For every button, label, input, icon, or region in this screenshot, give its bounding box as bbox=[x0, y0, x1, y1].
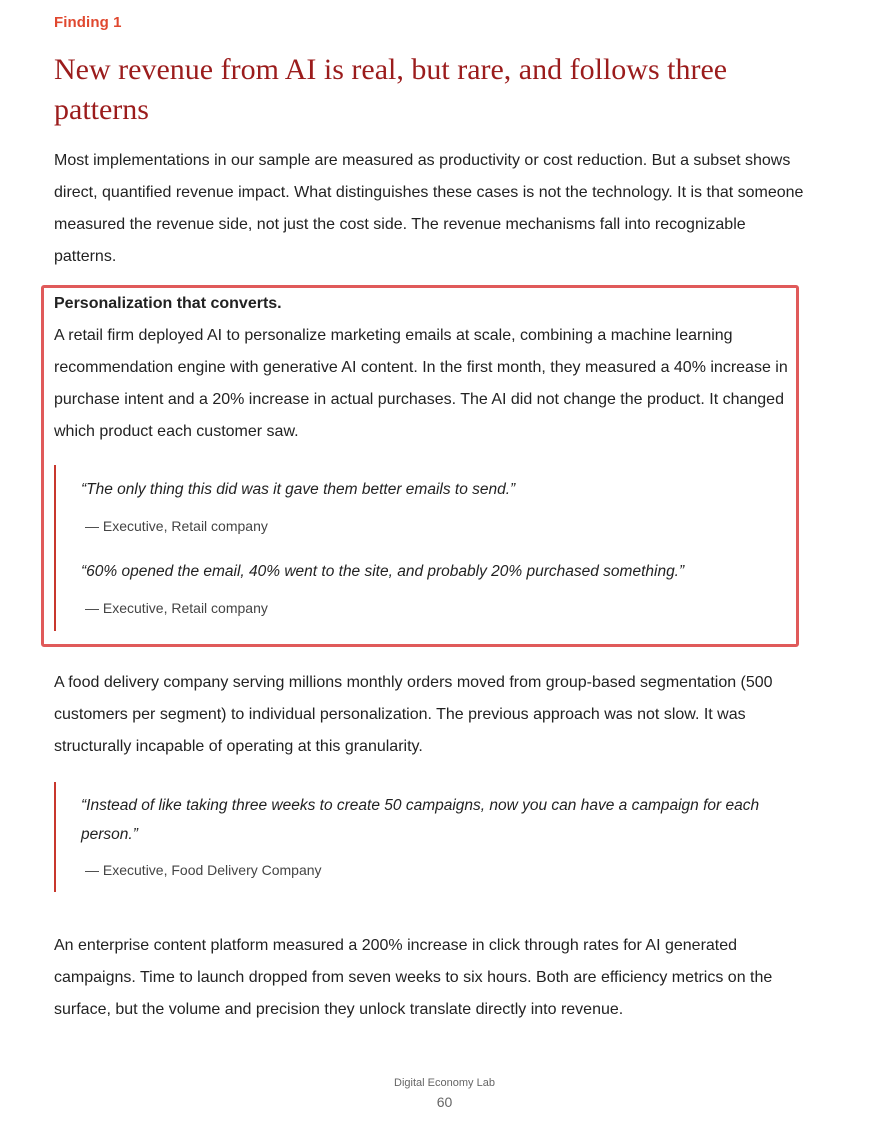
intro-paragraph: Most implementations in our sample are measured as productivity or cost reduction. But a subset shows direct, quantified revenue impact. What distinguishes these cases is not the technology. It is that someone measured the revenue side, not just the cost side. The revenue mechanisms fall into recognizable patterns. bbox=[54, 152, 804, 265]
page-title: New revenue from AI is real, but rare, and follows three patterns bbox=[54, 53, 728, 126]
retail-quote-1: “The only thing this did was it gave them better emails to send.” bbox=[81, 481, 516, 498]
content-platform-paragraph: An enterprise content platform measured a 200% increase in click through rates for AI generated campaigns. Time to launch dropped from seven weeks to six hours. Both are efficiency metrics on the surface, but the volume and precision they unlock translate directly into revenue. bbox=[54, 937, 773, 1018]
personalization-heading: Personalization that converts. bbox=[54, 295, 282, 312]
retail-quote-2: “60% opened the email, 40% went to the site, and probably 20% purchased something.” bbox=[81, 563, 685, 580]
personalization-paragraph: A retail firm deployed AI to personalize marketing emails at scale, combining a machine learning recommendation engine with generative AI content. In the first month, they measured a 40% increase in purchase intent and a 20% increase in actual purchases. The AI did not change the product. It changed which product each customer saw. bbox=[54, 327, 788, 440]
footer-publisher: Digital Economy Lab bbox=[394, 1077, 495, 1089]
food-delivery-paragraph: A food delivery company serving millions monthly orders moved from group-based segmentation (500 customers per segment) to individual personalization. The previous approach was not slow. It was structurally incapable of operating at this granularity. bbox=[54, 674, 773, 755]
retail-quote-1-attribution: — Executive, Retail company bbox=[85, 518, 268, 534]
finding-label: Finding 1 bbox=[54, 14, 122, 31]
food-delivery-quote: “Instead of like taking three weeks to create 50 campaigns, now you can have a campaign for each person.” bbox=[81, 797, 760, 843]
retail-quote-2-attribution: — Executive, Retail company bbox=[85, 600, 268, 616]
food-delivery-quote-attribution: — Executive, Food Delivery Company bbox=[85, 862, 322, 878]
retail-quote-block bbox=[54, 465, 806, 631]
page-number: 60 bbox=[436, 1094, 453, 1110]
food-delivery-quote-block bbox=[54, 782, 806, 892]
